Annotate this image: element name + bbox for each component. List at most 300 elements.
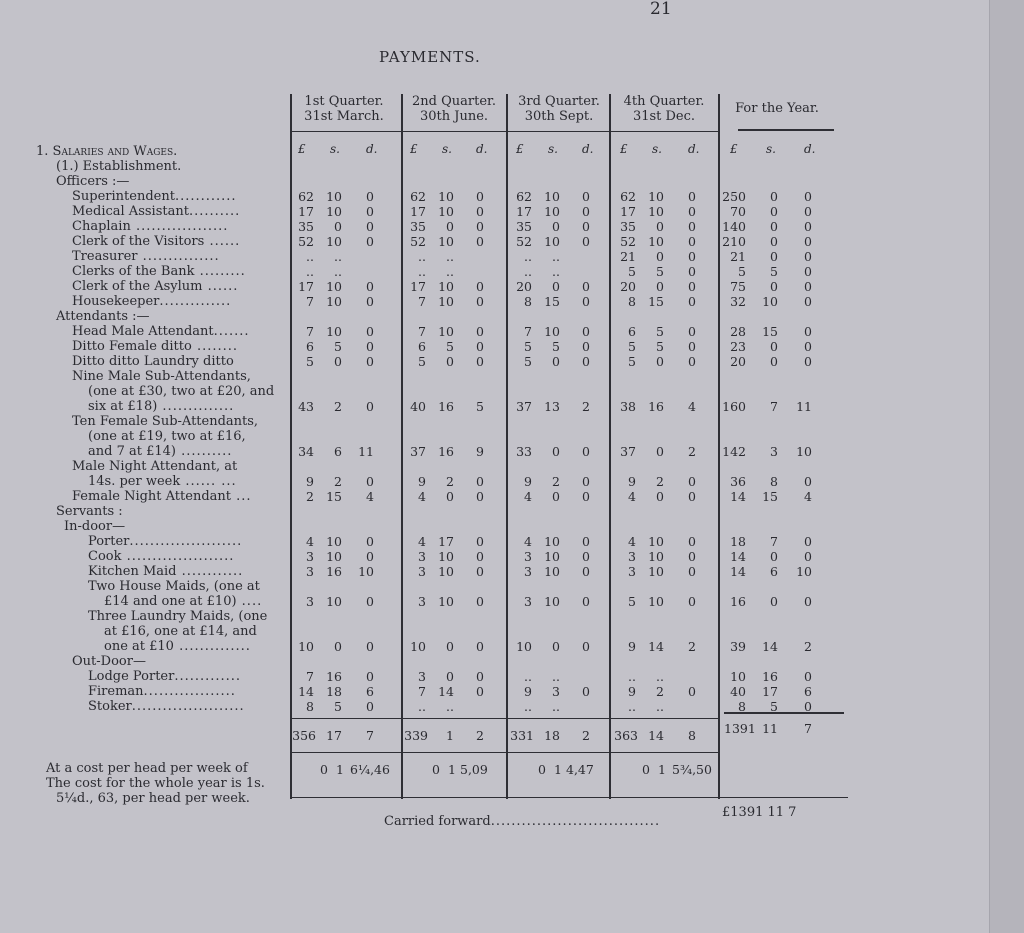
cost-pounds: 0: [538, 762, 546, 777]
amount-shillings: 10: [544, 549, 560, 564]
amount-pence: 0: [688, 294, 696, 309]
amount-pounds: 5: [418, 354, 426, 369]
column-rule: [609, 94, 611, 799]
amount-pence: 0: [582, 639, 590, 654]
amount-shillings: 0: [656, 489, 664, 504]
amount-pounds: 210: [722, 234, 746, 249]
label-treasurer: Treasurer ...............: [72, 249, 220, 264]
amount-pence: 0: [688, 219, 696, 234]
amount-shillings: 2: [334, 399, 342, 414]
amount-pounds: 17: [410, 279, 426, 294]
amount-pence: 2: [688, 639, 696, 654]
amount-pounds: 7: [306, 669, 314, 684]
amount-pence: 0: [804, 534, 812, 549]
amount-pence: 0: [804, 294, 812, 309]
amount-pence: 0: [366, 324, 374, 339]
amount-shillings: 10: [544, 534, 560, 549]
amount-pence: 4: [366, 489, 374, 504]
amount-shillings: 0: [656, 444, 664, 459]
label-ditto-laundry: Ditto ditto Laundry ditto: [72, 354, 234, 369]
amount-pence: 11: [796, 399, 812, 414]
cost-pence: 5¾,50: [672, 762, 712, 777]
amount-pence: 0: [582, 219, 590, 234]
cost-shillings: 1: [336, 762, 344, 777]
amount-pence: 0: [688, 189, 696, 204]
amount-pounds: 14: [298, 684, 314, 699]
amount-shillings: 10: [438, 234, 454, 249]
total-pounds: 339: [404, 728, 428, 743]
amount-pence: 4: [804, 489, 812, 504]
amount-pounds: 5: [738, 264, 746, 279]
amount-shillings: 16: [326, 564, 342, 579]
cost-rule: [290, 752, 720, 753]
amount-pounds: 250: [722, 189, 746, 204]
amount-shillings: 10: [326, 549, 342, 564]
amount-pounds: 5: [628, 594, 636, 609]
amount-shillings: 10: [438, 324, 454, 339]
amount-pounds: 5: [628, 354, 636, 369]
amount-pounds: ..: [418, 249, 426, 264]
unit-header: s.: [442, 142, 452, 156]
amount-shillings: 17: [438, 534, 454, 549]
amount-pence: 0: [366, 204, 374, 219]
amount-shillings: 5: [552, 339, 560, 354]
amount-pence: 0: [804, 234, 812, 249]
amount-shillings: 10: [648, 189, 664, 204]
amount-shillings: ..: [446, 264, 454, 279]
amount-shillings: 13: [544, 399, 560, 414]
amount-pounds: 52: [410, 234, 426, 249]
amount-pounds: 8: [628, 294, 636, 309]
amount-pence: 0: [582, 564, 590, 579]
amount-shillings: 14: [648, 639, 664, 654]
page-title: PAYMENTS.: [379, 48, 481, 66]
amount-pounds: 38: [620, 399, 636, 414]
label-nine-male: Nine Male Sub-Attendants,: [72, 369, 251, 384]
label-stoker: Stoker......................: [88, 699, 245, 714]
label-chaplain: Chaplain ..................: [72, 219, 229, 234]
amount-pounds: 62: [516, 189, 532, 204]
amount-pounds: 9: [628, 474, 636, 489]
amount-pence: 0: [476, 294, 484, 309]
amount-shillings: 15: [762, 489, 778, 504]
amount-pounds: 5: [628, 339, 636, 354]
amount-shillings: 0: [552, 489, 560, 504]
cost-pounds: 0: [642, 762, 650, 777]
amount-shillings: 6: [334, 444, 342, 459]
amount-pounds: ..: [306, 264, 314, 279]
unit-header: £: [298, 142, 306, 156]
amount-pounds: 20: [620, 279, 636, 294]
label-medical-assistant: Medical Assistant..........: [72, 204, 241, 219]
amount-pence: 0: [366, 474, 374, 489]
amount-shillings: 0: [334, 639, 342, 654]
amount-pounds: 32: [730, 294, 746, 309]
amount-shillings: 16: [762, 669, 778, 684]
amount-pence: 0: [582, 489, 590, 504]
amount-pounds: 4: [418, 489, 426, 504]
cost-pounds: 0: [432, 762, 440, 777]
amount-pence: 0: [582, 354, 590, 369]
amount-pounds: 4: [524, 489, 532, 504]
amount-pence: 0: [804, 339, 812, 354]
amount-shillings: ..: [552, 669, 560, 684]
unit-header: s.: [652, 142, 662, 156]
amount-pence: 0: [476, 279, 484, 294]
amount-pence: 0: [366, 234, 374, 249]
amount-pounds: 6: [418, 339, 426, 354]
amount-pence: 0: [804, 189, 812, 204]
amount-pounds: 3: [306, 564, 314, 579]
amount-pounds: 20: [516, 279, 532, 294]
amount-pounds: 10: [410, 639, 426, 654]
amount-pounds: 17: [298, 279, 314, 294]
col-header-q2: 2nd Quarter. 30th June.: [412, 94, 496, 124]
amount-pence: 0: [688, 249, 696, 264]
amount-shillings: 10: [762, 294, 778, 309]
amount-pounds: 8: [738, 699, 746, 714]
amount-pounds: 40: [730, 684, 746, 699]
amount-shillings: 10: [648, 234, 664, 249]
amount-shillings: 15: [544, 294, 560, 309]
amount-pounds: 3: [524, 594, 532, 609]
amount-pounds: 52: [620, 234, 636, 249]
amount-shillings: 16: [326, 669, 342, 684]
amount-pence: 0: [476, 324, 484, 339]
total-pounds: 363: [614, 728, 638, 743]
label-kitchen-maid: Kitchen Maid ............: [88, 564, 244, 579]
amount-shillings: 5: [656, 324, 664, 339]
amount-pounds: 39: [730, 639, 746, 654]
total-pounds: 1391: [724, 721, 756, 736]
total-shillings: 1: [446, 728, 454, 743]
amount-shillings: 7: [770, 534, 778, 549]
amount-pounds: 34: [298, 444, 314, 459]
amount-pence: 0: [582, 534, 590, 549]
bottom-rule: [290, 797, 848, 798]
establishment-heading: (1.) Establishment.: [56, 159, 182, 174]
amount-pence: 0: [804, 699, 812, 714]
amount-pence: 0: [476, 594, 484, 609]
col-header-year: For the Year.: [735, 101, 819, 116]
amount-pounds: 43: [298, 399, 314, 414]
amount-pounds: 4: [524, 534, 532, 549]
total-pounds: 356: [292, 728, 316, 743]
amount-pence: 0: [582, 324, 590, 339]
amount-pounds: 9: [524, 684, 532, 699]
amount-pounds: 28: [730, 324, 746, 339]
cost-note-line2: The cost for the whole year is 1s.: [46, 776, 265, 791]
amount-pounds: 4: [306, 534, 314, 549]
amount-shillings: 10: [326, 234, 342, 249]
amount-pence: 0: [688, 594, 696, 609]
amount-pence: 0: [582, 204, 590, 219]
amount-shillings: 0: [770, 354, 778, 369]
amount-pounds: ..: [524, 669, 532, 684]
amount-shillings: 3: [770, 444, 778, 459]
amount-pounds: 5: [524, 339, 532, 354]
amount-shillings: 10: [648, 564, 664, 579]
amount-shillings: 5: [334, 339, 342, 354]
amount-pounds: 160: [722, 399, 746, 414]
amount-pounds: 37: [516, 399, 532, 414]
amount-pence: 0: [804, 264, 812, 279]
amount-shillings: 10: [438, 189, 454, 204]
amount-shillings: 0: [446, 669, 454, 684]
amount-shillings: 0: [656, 249, 664, 264]
amount-pence: 0: [582, 474, 590, 489]
amount-pounds: ..: [524, 249, 532, 264]
amount-shillings: 10: [544, 564, 560, 579]
amount-shillings: 16: [438, 399, 454, 414]
amount-shillings: 10: [544, 189, 560, 204]
amount-pounds: 3: [628, 549, 636, 564]
amount-pounds: 17: [516, 204, 532, 219]
total-shillings: 11: [762, 721, 778, 736]
amount-shillings: ..: [334, 264, 342, 279]
label-clerks-bank: Clerks of the Bank .........: [72, 264, 246, 279]
amount-pence: 2: [688, 444, 696, 459]
amount-pence: 0: [582, 339, 590, 354]
amount-pounds: 2: [306, 489, 314, 504]
total-pounds: 331: [510, 728, 534, 743]
amount-pounds: 33: [516, 444, 532, 459]
amount-pence: 6: [804, 684, 812, 699]
amount-pounds: 75: [730, 279, 746, 294]
amount-shillings: 10: [438, 549, 454, 564]
label-porter: Porter......................: [88, 534, 243, 549]
amount-shillings: 7: [770, 399, 778, 414]
amount-shillings: 10: [326, 534, 342, 549]
amount-shillings: 0: [770, 249, 778, 264]
amount-pounds: 10: [516, 639, 532, 654]
amount-pounds: ..: [628, 699, 636, 714]
total-pence: 7: [804, 721, 812, 736]
amount-shillings: ..: [446, 249, 454, 264]
amount-pence: 0: [582, 294, 590, 309]
amount-pence: 0: [366, 279, 374, 294]
amount-pounds: 5: [628, 264, 636, 279]
unit-header: £: [516, 142, 524, 156]
amount-pence: 0: [476, 189, 484, 204]
amount-pence: 0: [366, 534, 374, 549]
amount-pounds: 18: [730, 534, 746, 549]
total-pence: 2: [582, 728, 590, 743]
page-edge: [989, 0, 1024, 933]
amount-pounds: 3: [306, 594, 314, 609]
label-male-night-detail: 14s. per week ...... ...: [88, 474, 237, 489]
amount-pounds: 3: [418, 669, 426, 684]
attendants-heading: Attendants :—: [56, 309, 150, 324]
amount-pounds: 52: [516, 234, 532, 249]
amount-shillings: 8: [770, 474, 778, 489]
amount-pounds: 62: [298, 189, 314, 204]
total-shillings: 17: [326, 728, 342, 743]
label-ten-female-detail: (one at £19, two at £16,: [88, 429, 246, 444]
amount-pounds: ..: [418, 264, 426, 279]
amount-shillings: 15: [326, 489, 342, 504]
amount-pounds: ..: [524, 699, 532, 714]
amount-pence: 0: [582, 279, 590, 294]
amount-pence: 0: [366, 339, 374, 354]
cost-pounds: 0: [320, 762, 328, 777]
amount-pounds: 3: [418, 549, 426, 564]
label-ditto-female: Ditto Female ditto ........: [72, 339, 239, 354]
amount-pounds: 16: [730, 594, 746, 609]
amount-pence: 0: [582, 684, 590, 699]
amount-pounds: 7: [418, 294, 426, 309]
amount-shillings: 17: [762, 684, 778, 699]
unit-header: £: [410, 142, 418, 156]
amount-pounds: 35: [410, 219, 426, 234]
label-ten-female-detail2: and 7 at £14) ..........: [88, 444, 233, 459]
page-number: 21: [650, 0, 672, 19]
amount-pence: 0: [804, 669, 812, 684]
amount-pence: 0: [476, 564, 484, 579]
amount-pence: 0: [804, 219, 812, 234]
amount-shillings: 0: [552, 354, 560, 369]
amount-shillings: 0: [552, 279, 560, 294]
amount-pence: 0: [476, 219, 484, 234]
amount-pounds: 6: [306, 339, 314, 354]
label-two-house: Two House Maids, (one at: [88, 579, 260, 594]
amount-pence: 0: [476, 549, 484, 564]
amount-shillings: 2: [446, 474, 454, 489]
cost-pence: 5,09: [460, 762, 488, 777]
label-three-laundry-detail2: one at £10 ..............: [104, 639, 251, 654]
amount-pence: 0: [366, 594, 374, 609]
amount-pounds: 14: [730, 564, 746, 579]
unit-header: d.: [688, 142, 700, 156]
amount-pounds: 3: [524, 564, 532, 579]
amount-pounds: 6: [628, 324, 636, 339]
amount-pence: 0: [366, 354, 374, 369]
amount-pence: 0: [804, 594, 812, 609]
amount-pounds: 21: [730, 249, 746, 264]
amount-pence: 0: [688, 339, 696, 354]
label-lodge-porter: Lodge Porter.............: [88, 669, 242, 684]
amount-pence: 6: [366, 684, 374, 699]
amount-pounds: 52: [298, 234, 314, 249]
amount-pence: 10: [796, 444, 812, 459]
amount-pence: 0: [804, 549, 812, 564]
amount-pounds: 17: [298, 204, 314, 219]
amount-shillings: 6: [770, 564, 778, 579]
amount-pence: 0: [688, 324, 696, 339]
amount-pence: 0: [804, 354, 812, 369]
amount-shillings: 0: [656, 219, 664, 234]
amount-pence: 0: [476, 204, 484, 219]
amount-shillings: 16: [438, 444, 454, 459]
cost-pence: 4,47: [566, 762, 594, 777]
amount-shillings: 2: [334, 474, 342, 489]
amount-shillings: 10: [438, 294, 454, 309]
unit-header: £: [730, 142, 738, 156]
amount-pounds: 23: [730, 339, 746, 354]
amount-pounds: 35: [298, 219, 314, 234]
amount-pounds: 7: [306, 324, 314, 339]
amount-pounds: 62: [410, 189, 426, 204]
amount-pounds: 40: [410, 399, 426, 414]
amount-shillings: ..: [552, 699, 560, 714]
amount-pence: 0: [582, 549, 590, 564]
cost-note-line1: At a cost per head per week of: [46, 761, 248, 776]
unit-header: d.: [366, 142, 378, 156]
amount-pounds: 3: [418, 564, 426, 579]
amount-pence: 0: [804, 204, 812, 219]
amount-pounds: 8: [306, 699, 314, 714]
unit-header: d.: [804, 142, 816, 156]
label-three-laundry-detail: at £16, one at £14, and: [104, 624, 257, 639]
amount-shillings: ..: [552, 264, 560, 279]
amount-shillings: 10: [648, 549, 664, 564]
amount-shillings: 10: [326, 204, 342, 219]
amount-pence: 0: [804, 474, 812, 489]
cost-note-line3: 5¼d., 63, per head per week.: [56, 791, 250, 806]
amount-pounds: 3: [306, 549, 314, 564]
amount-pence: 0: [476, 534, 484, 549]
amount-pence: 0: [366, 399, 374, 414]
amount-pence: 0: [582, 594, 590, 609]
amount-pence: 0: [688, 489, 696, 504]
amount-pence: 0: [366, 189, 374, 204]
unit-header: s.: [766, 142, 776, 156]
amount-pounds: 17: [620, 204, 636, 219]
amount-shillings: 3: [552, 684, 560, 699]
section-heading: 1. Salaries and Wages.: [36, 144, 178, 159]
amount-pounds: 62: [620, 189, 636, 204]
amount-pence: 0: [476, 234, 484, 249]
amount-pounds: 37: [410, 444, 426, 459]
amount-pence: 0: [688, 234, 696, 249]
amount-shillings: 0: [770, 549, 778, 564]
amount-pounds: ..: [628, 669, 636, 684]
label-superintendent: Superintendent............: [72, 189, 237, 204]
amount-pence: 0: [476, 669, 484, 684]
label-housekeeper: Housekeeper..............: [72, 294, 232, 309]
amount-shillings: 2: [552, 474, 560, 489]
total-pence: 2: [476, 728, 484, 743]
amount-shillings: 10: [544, 594, 560, 609]
amount-shillings: 2: [656, 474, 664, 489]
amount-pounds: 5: [524, 354, 532, 369]
amount-pence: 0: [804, 279, 812, 294]
amount-shillings: 10: [648, 534, 664, 549]
unit-header: £: [620, 142, 628, 156]
amount-shillings: 18: [326, 684, 342, 699]
cost-pence: 6¼,46: [350, 762, 390, 777]
col-header-q1: 1st Quarter. 31st March.: [304, 94, 384, 124]
amount-shillings: ..: [446, 699, 454, 714]
amount-shillings: ..: [656, 699, 664, 714]
amount-shillings: 10: [326, 279, 342, 294]
total-rule: [290, 718, 718, 719]
amount-pounds: 35: [516, 219, 532, 234]
header-rule: [290, 131, 718, 132]
amount-shillings: 0: [656, 354, 664, 369]
amount-pence: 0: [582, 189, 590, 204]
amount-shillings: 0: [770, 594, 778, 609]
amount-pounds: 10: [298, 639, 314, 654]
amount-pounds: 35: [620, 219, 636, 234]
amount-pence: 0: [476, 639, 484, 654]
amount-pence: 10: [358, 564, 374, 579]
amount-shillings: ..: [552, 249, 560, 264]
amount-pounds: 9: [628, 684, 636, 699]
unit-header: s.: [548, 142, 558, 156]
amount-pence: 0: [688, 279, 696, 294]
amount-shillings: 10: [648, 594, 664, 609]
